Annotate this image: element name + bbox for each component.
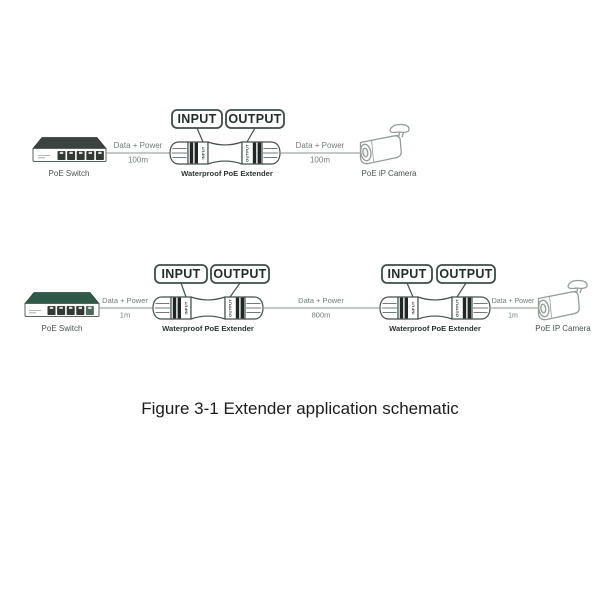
- output-callout-line: [247, 128, 255, 142]
- input-callout-label: INPUT: [387, 267, 427, 282]
- switch-label: PoE Switch: [41, 324, 83, 333]
- poe-switch: [33, 138, 106, 162]
- output-port-label: OUTPUT: [244, 144, 250, 162]
- extender-label: Waterproof PoE Extender: [181, 169, 273, 178]
- input-port-label: INPUT: [410, 301, 416, 315]
- rj45-ports: [48, 306, 94, 315]
- cable-length: 100m: [127, 155, 149, 165]
- input-port-label: INPUT: [183, 301, 189, 315]
- input-callout-line: [197, 128, 203, 142]
- cable-length: 800m: [311, 310, 331, 320]
- output-callout-line: [230, 283, 240, 297]
- extender-body: [153, 297, 263, 319]
- input-callout-line: [407, 283, 413, 297]
- input-callout-line: [181, 283, 186, 297]
- input-callout-label: INPUT: [177, 112, 217, 127]
- input-port-label: INPUT: [200, 146, 206, 160]
- waterproof-poe-extender: [170, 110, 284, 164]
- output-callout-label: OUTPUT: [213, 267, 267, 282]
- poe-ip-camera: [538, 281, 587, 320]
- cable-label: Data + Power: [113, 141, 163, 150]
- cable-length: 100m: [309, 155, 331, 165]
- output-port-label: OUTPUT: [454, 299, 460, 317]
- camera-label: PoE iP Camera: [361, 169, 417, 178]
- output-callout-label: OUTPUT: [439, 267, 493, 282]
- cable-label: Data + Power: [102, 296, 148, 305]
- extender-label: Waterproof PoE Extender: [389, 324, 481, 333]
- poe-switch: [25, 293, 99, 317]
- extender-label: Waterproof PoE Extender: [162, 324, 254, 333]
- waterproof-poe-extender: [380, 265, 495, 319]
- extender-body: [380, 297, 490, 319]
- switch-label: PoE Switch: [48, 169, 90, 178]
- waterproof-poe-extender: [153, 265, 269, 319]
- switch-top-panel: [33, 138, 106, 149]
- output-port-label: OUTPUT: [227, 299, 233, 317]
- cable-label: Data + Power: [298, 296, 344, 305]
- bottom-diagram-row: [0, 250, 600, 360]
- cable-length: 1m: [508, 312, 518, 320]
- input-callout-label: INPUT: [161, 267, 201, 282]
- camera-label: PoE IP Camera: [535, 324, 591, 333]
- switch-top-panel: [25, 293, 99, 304]
- rj45-ports: [58, 151, 104, 160]
- output-callout-label: OUTPUT: [228, 112, 282, 127]
- figure-caption: Figure 3-1 Extender application schematic: [141, 399, 459, 418]
- poe-ip-camera: [360, 125, 409, 164]
- cable-length: 1m: [119, 310, 131, 320]
- output-callout-line: [457, 283, 466, 297]
- top-diagram-row: [0, 95, 600, 205]
- extender-body: [170, 142, 280, 164]
- cable-label: Data + Power: [295, 141, 345, 150]
- cable-label: Data + Power: [491, 298, 535, 305]
